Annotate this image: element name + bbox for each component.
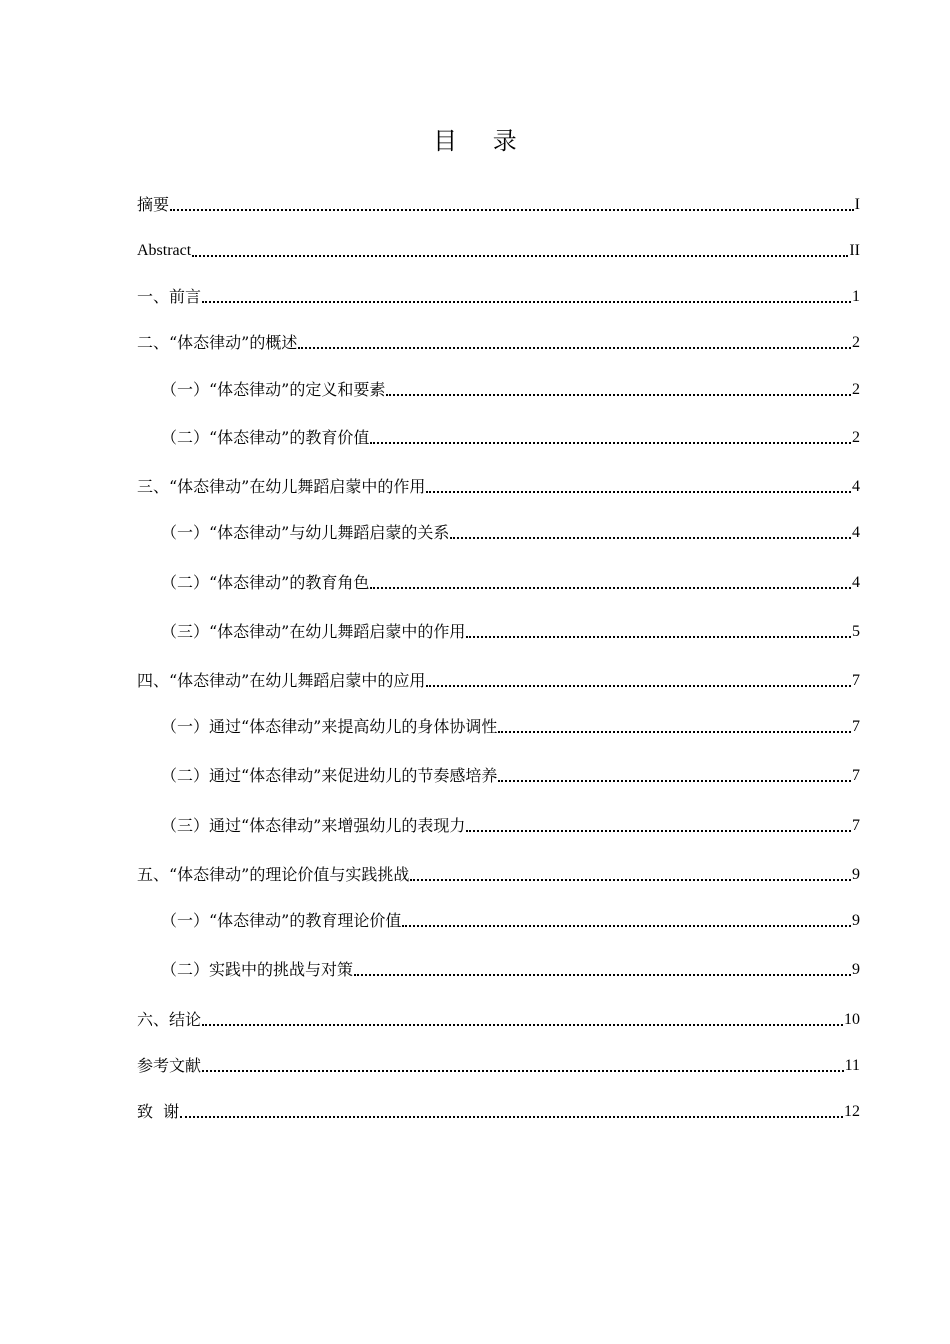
toc-entry-label: （二）“体态律动”的教育价值 — [161, 428, 370, 447]
toc-page-number: 7 — [852, 767, 860, 784]
toc-dot-leader — [202, 1024, 843, 1026]
toc-entry-label: （三）通过“体态律动”来增强幼儿的表现力 — [161, 816, 466, 835]
toc-dot-leader — [354, 974, 851, 976]
toc-entry-label: （一）通过“体态律动”来提高幼儿的身体协调性 — [161, 717, 498, 736]
toc-entry-chapter-3[interactable] — [137, 473, 860, 497]
toc-page-number: 9 — [852, 961, 860, 978]
toc-page-number: 2 — [852, 334, 860, 351]
toc-page-number: 4 — [852, 574, 860, 591]
toc-page-number: 4 — [852, 478, 860, 495]
toc-entry-chapter-6[interactable] — [137, 1006, 860, 1030]
toc-entry-label: （三）“体态律动”在幼儿舞蹈启蒙中的作用 — [161, 622, 466, 641]
toc-dot-leader — [370, 587, 851, 589]
toc-entry-label: （一）“体态律动”的教育理论价值 — [161, 911, 402, 930]
toc-entry-label: （一）“体态律动”的定义和要素 — [161, 380, 386, 399]
toc-page-number: 2 — [852, 429, 860, 446]
toc-dot-leader — [410, 879, 851, 881]
toc-page-number: 4 — [852, 524, 860, 541]
toc-dot-leader — [370, 442, 851, 444]
toc-dot-leader — [426, 491, 851, 493]
toc-page-number: 9 — [852, 912, 860, 929]
table-of-contents — [137, 0, 860, 1344]
toc-entry-chapter-1[interactable] — [137, 283, 860, 307]
toc-entry-section-4-1[interactable] — [161, 713, 860, 737]
toc-dot-leader — [498, 780, 851, 782]
toc-entry-chapter-4[interactable] — [137, 667, 860, 691]
toc-page-number: 2 — [852, 381, 860, 398]
toc-entry-section-5-2[interactable] — [161, 956, 860, 980]
page-title: 目 录 — [433, 127, 531, 155]
toc-page-number: 12 — [844, 1103, 860, 1120]
toc-page-number: I — [854, 196, 860, 213]
toc-dot-leader — [466, 830, 851, 832]
toc-entry-chapter-2[interactable] — [137, 329, 860, 353]
toc-entry-section-4-3[interactable] — [161, 812, 860, 836]
toc-entry-label: 二、“体态律动”的概述 — [137, 333, 298, 352]
toc-page-number: 1 — [852, 288, 860, 305]
toc-dot-leader — [202, 301, 851, 303]
toc-dot-leader — [170, 209, 854, 211]
toc-entry-label: 五、“体态律动”的理论价值与实践挑战 — [137, 865, 410, 884]
toc-dot-leader — [450, 537, 851, 539]
toc-entry-section-4-2[interactable] — [161, 762, 860, 786]
toc-dot-leader — [180, 1116, 843, 1118]
toc-entry-section-3-2[interactable] — [161, 569, 860, 593]
toc-entry-section-5-1[interactable] — [161, 907, 860, 931]
toc-page-number: 10 — [844, 1011, 860, 1028]
toc-dot-leader — [202, 1070, 844, 1072]
toc-page-number: 7 — [852, 718, 860, 735]
toc-entry-chapter-5[interactable] — [137, 861, 860, 885]
toc-entry-section-2-2[interactable] — [161, 424, 860, 448]
toc-entry-section-3-1[interactable] — [161, 519, 860, 543]
toc-dot-leader — [386, 394, 851, 396]
toc-page-number: 9 — [852, 866, 860, 883]
toc-page-number: 5 — [852, 623, 860, 640]
toc-entry-label: 三、“体态律动”在幼儿舞蹈启蒙中的作用 — [137, 477, 426, 496]
toc-page-number: 7 — [852, 817, 860, 834]
toc-entry-label: 一、前言 — [137, 287, 202, 306]
toc-entry-section-2-1[interactable] — [161, 376, 860, 400]
toc-entry-label: （一）“体态律动”与幼儿舞蹈启蒙的关系 — [161, 523, 450, 542]
toc-entry-label: （二）实践中的挑战与对策 — [161, 960, 354, 979]
toc-entry-abstract-en[interactable] — [137, 237, 860, 261]
toc-entry-abstract-cn[interactable] — [137, 191, 860, 215]
toc-entry-label: Abstract — [137, 242, 192, 259]
toc-entry-label: 摘要 — [137, 195, 170, 214]
toc-page-number: 11 — [844, 1057, 860, 1074]
toc-dot-leader — [402, 925, 851, 927]
toc-entry-label: （二）“体态律动”的教育角色 — [161, 573, 370, 592]
toc-entry-label: 四、“体态律动”在幼儿舞蹈启蒙中的应用 — [137, 671, 426, 690]
toc-page-number: 7 — [852, 672, 860, 689]
toc-dot-leader — [426, 685, 851, 687]
toc-dot-leader — [192, 255, 848, 257]
toc-dot-leader — [498, 731, 851, 733]
toc-dot-leader — [298, 347, 851, 349]
toc-entry-label: 致 谢 — [137, 1102, 180, 1121]
toc-entry-section-3-3[interactable] — [161, 618, 860, 642]
toc-entry-label: （二）通过“体态律动”来促进幼儿的节奏感培养 — [161, 766, 498, 785]
toc-entry-acknowledgements[interactable] — [137, 1098, 860, 1122]
toc-entry-references[interactable] — [137, 1052, 860, 1076]
toc-entry-label: 参考文献 — [137, 1056, 202, 1075]
toc-page-number: II — [849, 242, 860, 259]
toc-dot-leader — [466, 636, 851, 638]
toc-entry-label: 六、结论 — [137, 1010, 202, 1029]
